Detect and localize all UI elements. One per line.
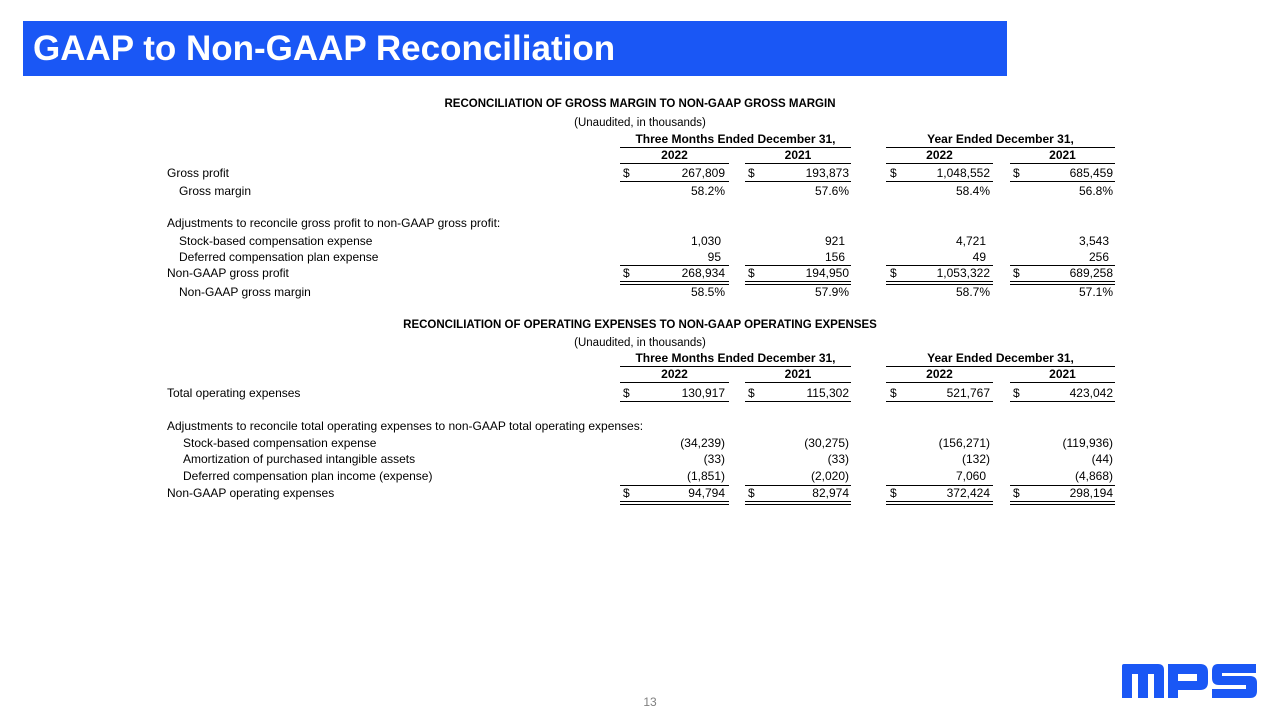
gross-adjustments-header bbox=[165, 215, 1120, 231]
value-cell: (1,851) bbox=[686, 469, 725, 483]
value-cell: 267,809 bbox=[681, 166, 725, 180]
rule bbox=[745, 181, 851, 182]
value-cell: 193,873 bbox=[805, 166, 849, 180]
non-gaap-opex-row bbox=[165, 485, 1120, 501]
value-cell: 95 bbox=[707, 250, 721, 264]
currency-symbol: $ bbox=[623, 486, 630, 500]
rule bbox=[1010, 401, 1115, 402]
gross-year-col4: 2021 bbox=[1010, 148, 1115, 164]
value-cell: 689,258 bbox=[1069, 266, 1113, 280]
currency-symbol: $ bbox=[890, 266, 897, 280]
value-cell: 7,060 bbox=[955, 469, 986, 483]
opex-year-col1: 2022 bbox=[620, 367, 729, 383]
row-label: Non-GAAP gross margin bbox=[179, 285, 311, 299]
value-cell: 115,302 bbox=[806, 386, 849, 400]
row-label: Gross profit bbox=[167, 166, 230, 180]
value-cell: (2,020) bbox=[810, 469, 849, 483]
double-rule bbox=[886, 501, 993, 505]
currency-symbol: $ bbox=[1013, 486, 1020, 500]
value-cell: 1,053,322 bbox=[936, 266, 990, 280]
gross-sbc-row bbox=[165, 233, 1120, 249]
value-cell: (30,275) bbox=[804, 436, 849, 450]
row-label: Deferred compensation plan expense bbox=[179, 250, 379, 264]
opex-header-year: Year Ended December 31, bbox=[886, 351, 1115, 367]
mps-logo bbox=[1122, 660, 1258, 702]
value-cell: (119,936) bbox=[1062, 436, 1113, 450]
opex-amortization-row bbox=[165, 451, 1120, 467]
gross-year-col3: 2022 bbox=[886, 148, 993, 164]
gross-year-col1: 2022 bbox=[620, 148, 729, 164]
opex-year-col4: 2021 bbox=[1010, 367, 1115, 383]
value-cell: 1,048,552 bbox=[936, 166, 990, 180]
value-cell: 156 bbox=[824, 250, 845, 264]
gross-section-subtitle: (Unaudited, in thousands) bbox=[574, 117, 706, 129]
row-label: Stock-based compensation expense bbox=[179, 234, 373, 248]
slide-title: GAAP to Non-GAAP Reconciliation bbox=[33, 29, 616, 68]
value-cell: 521,767 bbox=[946, 386, 990, 400]
total-opex-row bbox=[165, 385, 1120, 401]
value-cell: 3,543 bbox=[1078, 234, 1109, 248]
rule bbox=[1010, 181, 1115, 182]
value-cell: 57.1% bbox=[1078, 285, 1113, 299]
value-cell: 423,042 bbox=[1069, 386, 1113, 400]
title-bar bbox=[23, 21, 1007, 76]
row-label: Non-GAAP operating expenses bbox=[167, 486, 335, 500]
currency-symbol: $ bbox=[890, 166, 897, 180]
gross-deferred-row bbox=[165, 249, 1120, 265]
gross-profit-row bbox=[165, 165, 1120, 181]
value-cell: (33) bbox=[827, 452, 849, 466]
gross-section-title: RECONCILIATION OF GROSS MARGIN TO NON-GAAP GROSS MARGIN bbox=[444, 98, 836, 110]
currency-symbol: $ bbox=[623, 266, 630, 280]
currency-symbol: $ bbox=[1013, 386, 1020, 400]
row-label: Adjustments to reconcile gross profit to non-GAAP gross profit: bbox=[167, 216, 501, 230]
value-cell: 1,030 bbox=[690, 234, 721, 248]
opex-header-three-months: Three Months Ended December 31, bbox=[620, 351, 851, 367]
value-cell: 57.9% bbox=[814, 285, 849, 299]
currency-symbol: $ bbox=[748, 266, 755, 280]
row-label: Amortization of purchased intangible assets bbox=[183, 452, 416, 466]
value-cell: (33) bbox=[703, 452, 725, 466]
currency-symbol: $ bbox=[748, 166, 755, 180]
row-label: Stock-based compensation expense bbox=[183, 436, 377, 450]
value-cell: 4,721 bbox=[955, 234, 986, 248]
rule bbox=[620, 401, 729, 402]
rule bbox=[886, 181, 993, 182]
row-label: Non-GAAP gross profit bbox=[167, 266, 289, 280]
opex-year-col2: 2021 bbox=[745, 367, 851, 383]
row-label: Gross margin bbox=[179, 184, 252, 198]
currency-symbol: $ bbox=[890, 486, 897, 500]
rule bbox=[886, 401, 993, 402]
opex-year-col3: 2022 bbox=[886, 367, 993, 383]
value-cell: 298,194 bbox=[1069, 486, 1113, 500]
rule bbox=[620, 181, 729, 182]
value-cell: 130,917 bbox=[681, 386, 725, 400]
currency-symbol: $ bbox=[890, 386, 897, 400]
value-cell: (44) bbox=[1091, 452, 1113, 466]
non-gaap-gross-profit-row bbox=[165, 265, 1120, 281]
value-cell: 82,974 bbox=[812, 486, 849, 500]
row-label: Total operating expenses bbox=[167, 386, 301, 400]
page-number: 13 bbox=[643, 695, 657, 709]
value-cell: 921 bbox=[824, 234, 845, 248]
value-cell: (156,271) bbox=[938, 436, 990, 450]
currency-symbol: $ bbox=[1013, 266, 1020, 280]
double-rule bbox=[745, 501, 851, 505]
non-gaap-gross-margin-row bbox=[165, 284, 1120, 300]
value-cell: (132) bbox=[961, 452, 990, 466]
opex-sbc-row bbox=[165, 435, 1120, 451]
currency-symbol: $ bbox=[748, 386, 755, 400]
value-cell: 58.5% bbox=[690, 285, 725, 299]
gross-margin-row bbox=[165, 183, 1120, 199]
value-cell: (34,239) bbox=[680, 436, 725, 450]
currency-symbol: $ bbox=[1013, 166, 1020, 180]
value-cell: (4,868) bbox=[1074, 469, 1113, 483]
value-cell: 94,794 bbox=[688, 486, 725, 500]
opex-section-subtitle: (Unaudited, in thousands) bbox=[574, 337, 706, 349]
value-cell: 57.6% bbox=[814, 184, 849, 198]
opex-adjustments-header bbox=[165, 418, 1120, 434]
value-cell: 372,424 bbox=[946, 486, 990, 500]
row-label: Adjustments to reconcile total operating expenses to non-GAAP total operating expenses: bbox=[167, 419, 644, 433]
value-cell: 685,459 bbox=[1069, 166, 1113, 180]
currency-symbol: $ bbox=[623, 386, 630, 400]
value-cell: 58.4% bbox=[955, 184, 990, 198]
double-rule bbox=[1010, 501, 1115, 505]
gross-year-col2: 2021 bbox=[745, 148, 851, 164]
currency-symbol: $ bbox=[623, 166, 630, 180]
opex-deferred-row bbox=[165, 468, 1120, 484]
opex-section-title: RECONCILIATION OF OPERATING EXPENSES TO NON-GAAP OPERATING EXPENSES bbox=[403, 319, 877, 331]
currency-symbol: $ bbox=[748, 486, 755, 500]
value-cell: 49 bbox=[972, 250, 986, 264]
value-cell: 58.2% bbox=[690, 184, 725, 198]
value-cell: 256 bbox=[1088, 250, 1109, 264]
rule bbox=[745, 401, 851, 402]
value-cell: 268,934 bbox=[681, 266, 725, 280]
double-rule bbox=[620, 501, 729, 505]
gross-header-year: Year Ended December 31, bbox=[886, 132, 1115, 148]
value-cell: 58.7% bbox=[955, 285, 990, 299]
row-label: Deferred compensation plan income (expense) bbox=[183, 469, 433, 483]
value-cell: 56.8% bbox=[1078, 184, 1113, 198]
value-cell: 194,950 bbox=[805, 266, 849, 280]
gross-header-three-months: Three Months Ended December 31, bbox=[620, 132, 851, 148]
